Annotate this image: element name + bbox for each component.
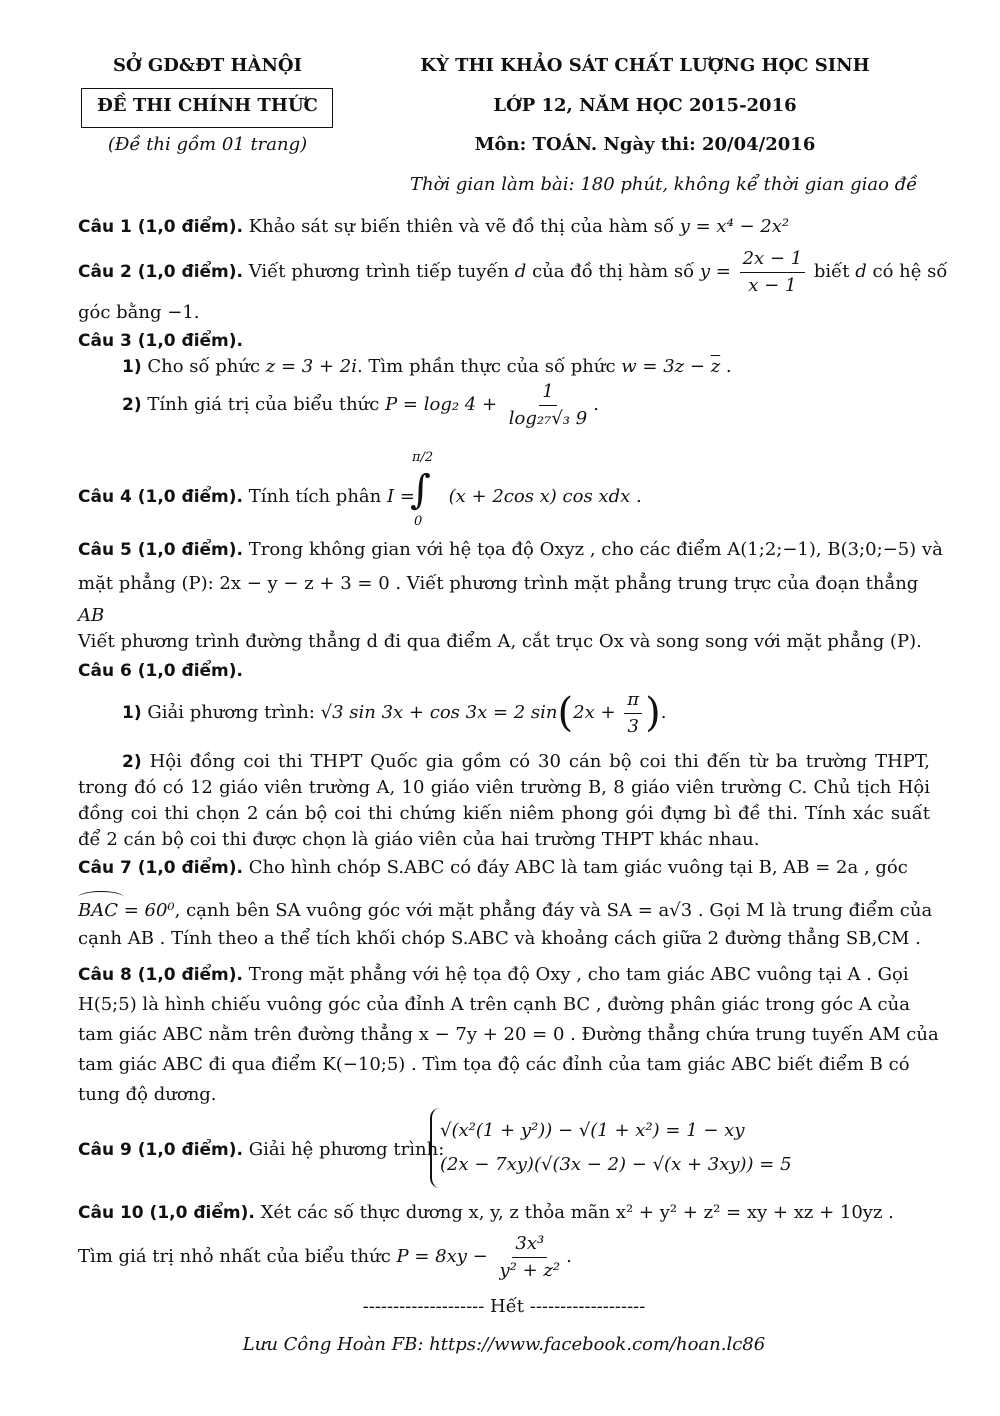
q7-line1: [78, 855, 930, 881]
q3-part1: [122, 354, 974, 380]
q5-line4: Viết phương trình đường thẳng d đi qua điểm A, cắt trục Ox và song song với mặt phẳng (P).: [78, 631, 922, 652]
q3-p2-num-val: 1: [539, 381, 556, 406]
org-name: SỞ GD&ĐT HÀNỘI: [112, 55, 303, 76]
q4-I: I =: [386, 486, 415, 507]
exam-time: Thời gian làm bài: 180 phút, không kể thời gian giao đề: [410, 174, 918, 195]
question-2: [78, 248, 948, 296]
q10-l1: Xét các số thực dương x, y, z thỏa mãn x² + y² + z² = xy + xz + 10yz .: [260, 1202, 894, 1223]
q5-label: Câu 5 (1,0 điểm).: [78, 540, 243, 560]
q4-integrand: (x + 2cos x) cos xdx .: [448, 486, 642, 507]
q3-p1-end: .: [725, 356, 732, 377]
q2-d2: d: [855, 261, 867, 283]
q4-upper-limit: π/2: [412, 450, 434, 465]
q6-p1-paren-right: ): [645, 690, 661, 736]
q8-line3: tam giác ABC nằm trên đường thẳng x − 7y + 20 = 0 . Đường thẳng chứa trung tuyến AM của: [78, 1024, 939, 1045]
q7-angle: BAC = 60⁰: [78, 900, 175, 921]
q6-p1-fraction: [624, 689, 642, 737]
q10-line1: [78, 1200, 930, 1226]
q8-line5: tung độ dương.: [78, 1084, 217, 1105]
q3-p1-text: Cho số phức: [147, 356, 261, 377]
q5-line1: [78, 537, 943, 563]
q3-p2-end: .: [593, 394, 599, 415]
q5-l1: Trong không gian với hệ tọa độ Oxyz , cho các điểm A(1;2;−1), B(3;0;−5) và: [248, 539, 943, 560]
q2-text4: có hệ số: [872, 261, 948, 283]
q7-label: Câu 7 (1,0 điểm).: [78, 858, 243, 878]
q10-den: y² + z²: [499, 1259, 561, 1281]
q2-text2: của đồ thị hàm số: [532, 261, 695, 283]
q6-p1-text: Giải phương trình:: [147, 702, 315, 723]
q6-part1: [122, 688, 974, 738]
question-1: [78, 214, 930, 240]
q6-p2-num: 2): [122, 752, 142, 772]
q8-label: Câu 8 (1,0 điểm).: [78, 965, 243, 985]
q7-line2: [78, 898, 933, 924]
q3-p2-math: P = log₂ 4 +: [385, 394, 498, 415]
q4-text: Tính tích phân: [248, 486, 382, 507]
q10-math: P = 8xy −: [396, 1246, 488, 1267]
q5-line2: mặt phẳng (P): 2x − y − z + 3 = 0 . Viết phương trình mặt phẳng trung trực của đoạn thẳng: [78, 573, 919, 594]
exam-title: KỲ THI KHẢO SÁT CHẤT LƯỢNG HỌC SINH: [420, 55, 870, 76]
exam-subject-date: Môn: TOÁN. Ngày thi: 20/04/2016: [474, 134, 816, 155]
q2-text: Viết phương trình tiếp tuyến: [248, 261, 510, 283]
q7-l2: , cạnh bên SA vuông góc với mặt phẳng đáy và SA = a√3 . Gọi M là trung điểm của: [174, 900, 933, 921]
q7-line3: cạnh AB . Tính theo a thể tích khối chóp S.ABC và khoảng cách giữa 2 đường thẳng SB,CM .: [78, 928, 921, 949]
q2-line2: góc bằng −1.: [78, 302, 200, 323]
q3-p2-text: Tính giá trị của biểu thức: [147, 394, 380, 415]
q4-lower-limit: 0: [414, 514, 423, 529]
q2-text3: biết: [813, 261, 850, 283]
q3-p2-den: log₂₇√₃ 9: [508, 407, 588, 429]
q6-p1-paren-left: (: [557, 690, 574, 736]
q6-p1-math: √3 sin 3x + cos 3x = 2 sin: [320, 702, 558, 723]
q3-label: Câu 3 (1,0 điểm).: [78, 331, 243, 351]
q10-fraction: [497, 1233, 564, 1281]
q6-label: Câu 6 (1,0 điểm).: [78, 661, 243, 681]
q3-p1-text2: . Tìm phần thực của số phức: [356, 356, 616, 377]
q7-l1: Cho hình chóp S.ABC có đáy ABC là tam giác vuông tại B, AB = 2a , góc: [248, 857, 908, 878]
page-count-note: (Đề thi gồm 01 trang): [107, 134, 308, 155]
q1-math: y = x⁴ − 2x²: [679, 216, 790, 237]
q3-p2-num: 2): [122, 395, 142, 415]
q3-p2-fraction: [506, 381, 590, 429]
q5-line3: AB: [78, 605, 105, 626]
q8-line1: [78, 962, 930, 988]
q10-label: Câu 10 (1,0 điểm).: [78, 1203, 255, 1223]
q2-d: d: [514, 261, 527, 283]
official-exam-label: ĐỀ THI CHÍNH THỨC: [97, 95, 318, 116]
q6-p2-text: Hội đồng coi thi THPT Quốc gia gồm có 30 cán bộ coi thi đến từ ba trường THPT, trong đó có 12 giáo viên trường A, 10 giáo viên trường B, 8 giáo viên trường C. Chủ tịch Hội đồng coi thi chọn 2 cán bộ coi thi chứng kiến niêm phong gói đựng bì đề thi. Tính xác suất để 2 cán bộ coi thi được chọn là giáo viên của hai trường THPT khác nhau.: [78, 751, 930, 850]
q9-label: Câu 9 (1,0 điểm).: [78, 1140, 243, 1160]
q6-p1-inner: 2x +: [573, 702, 616, 723]
end-marker: -------------------- Hết -------------------: [362, 1296, 646, 1317]
q1-text: Khảo sát sự biến thiên và vẽ đồ thị của hàm số: [248, 216, 674, 237]
q2-label: Câu 2 (1,0 điểm).: [78, 262, 243, 283]
q2-fraction: [740, 248, 806, 296]
q6-p1-pi: π: [624, 689, 642, 714]
q8-line4: tam giác ABC đi qua điểm K(−10;5) . Tìm tọa độ các đỉnh của tam giác ABC biết điểm B có: [78, 1054, 910, 1075]
q1-label: Câu 1 (1,0 điểm).: [78, 217, 243, 237]
q10-end: .: [566, 1246, 572, 1267]
q6-part2: [78, 749, 930, 853]
q8-line2: H(5;5) là hình chiếu vuông góc của đỉnh A trên cạnh BC , đường phân giác trong góc A của: [78, 994, 910, 1015]
q4-label: Câu 4 (1,0 điểm).: [78, 487, 243, 507]
q9-eq1: √(x²(1 + y²)) − √(1 + x²) = 1 − xy: [440, 1120, 745, 1141]
q3-part2: [122, 380, 974, 430]
q2-den: x − 1: [748, 274, 797, 296]
q6-p1-num: 1): [122, 703, 142, 723]
q9-eq2: (2x − 7xy)(√(3x − 2) − √(x + 3xy)) = 5: [440, 1154, 792, 1175]
q3-p1-zbar: $\overline{z}$: [710, 356, 721, 377]
q3-p1-num: 1): [122, 357, 142, 377]
q9-text: Giải hệ phương trình:: [248, 1139, 445, 1160]
q2-num: 2x − 1: [740, 248, 806, 273]
question-4: [78, 484, 930, 510]
q6-p1-end: .: [660, 702, 667, 723]
q8-l1: Trong mặt phẳng với hệ tọa độ Oxy , cho tam giác ABC vuông tại A . Gọi: [248, 964, 909, 985]
q10-line2: [78, 1232, 930, 1282]
integral-sign-icon: ∫: [410, 467, 431, 513]
q2-y: y =: [699, 261, 731, 283]
exam-class-year: LỚP 12, NĂM HỌC 2015-2016: [493, 95, 797, 116]
q10-num: 3x³: [512, 1233, 547, 1258]
q3-p1-w: w = 3z −: [621, 356, 711, 377]
q6-p1-3: 3: [627, 715, 639, 737]
q10-l2: Tìm giá trị nhỏ nhất của biểu thức: [78, 1246, 391, 1267]
q3-p1-z: z = 3 + 2i: [265, 356, 357, 377]
author-credit: Lưu Công Hoàn FB: https://www.facebook.com/hoan.lc86: [242, 1334, 766, 1355]
